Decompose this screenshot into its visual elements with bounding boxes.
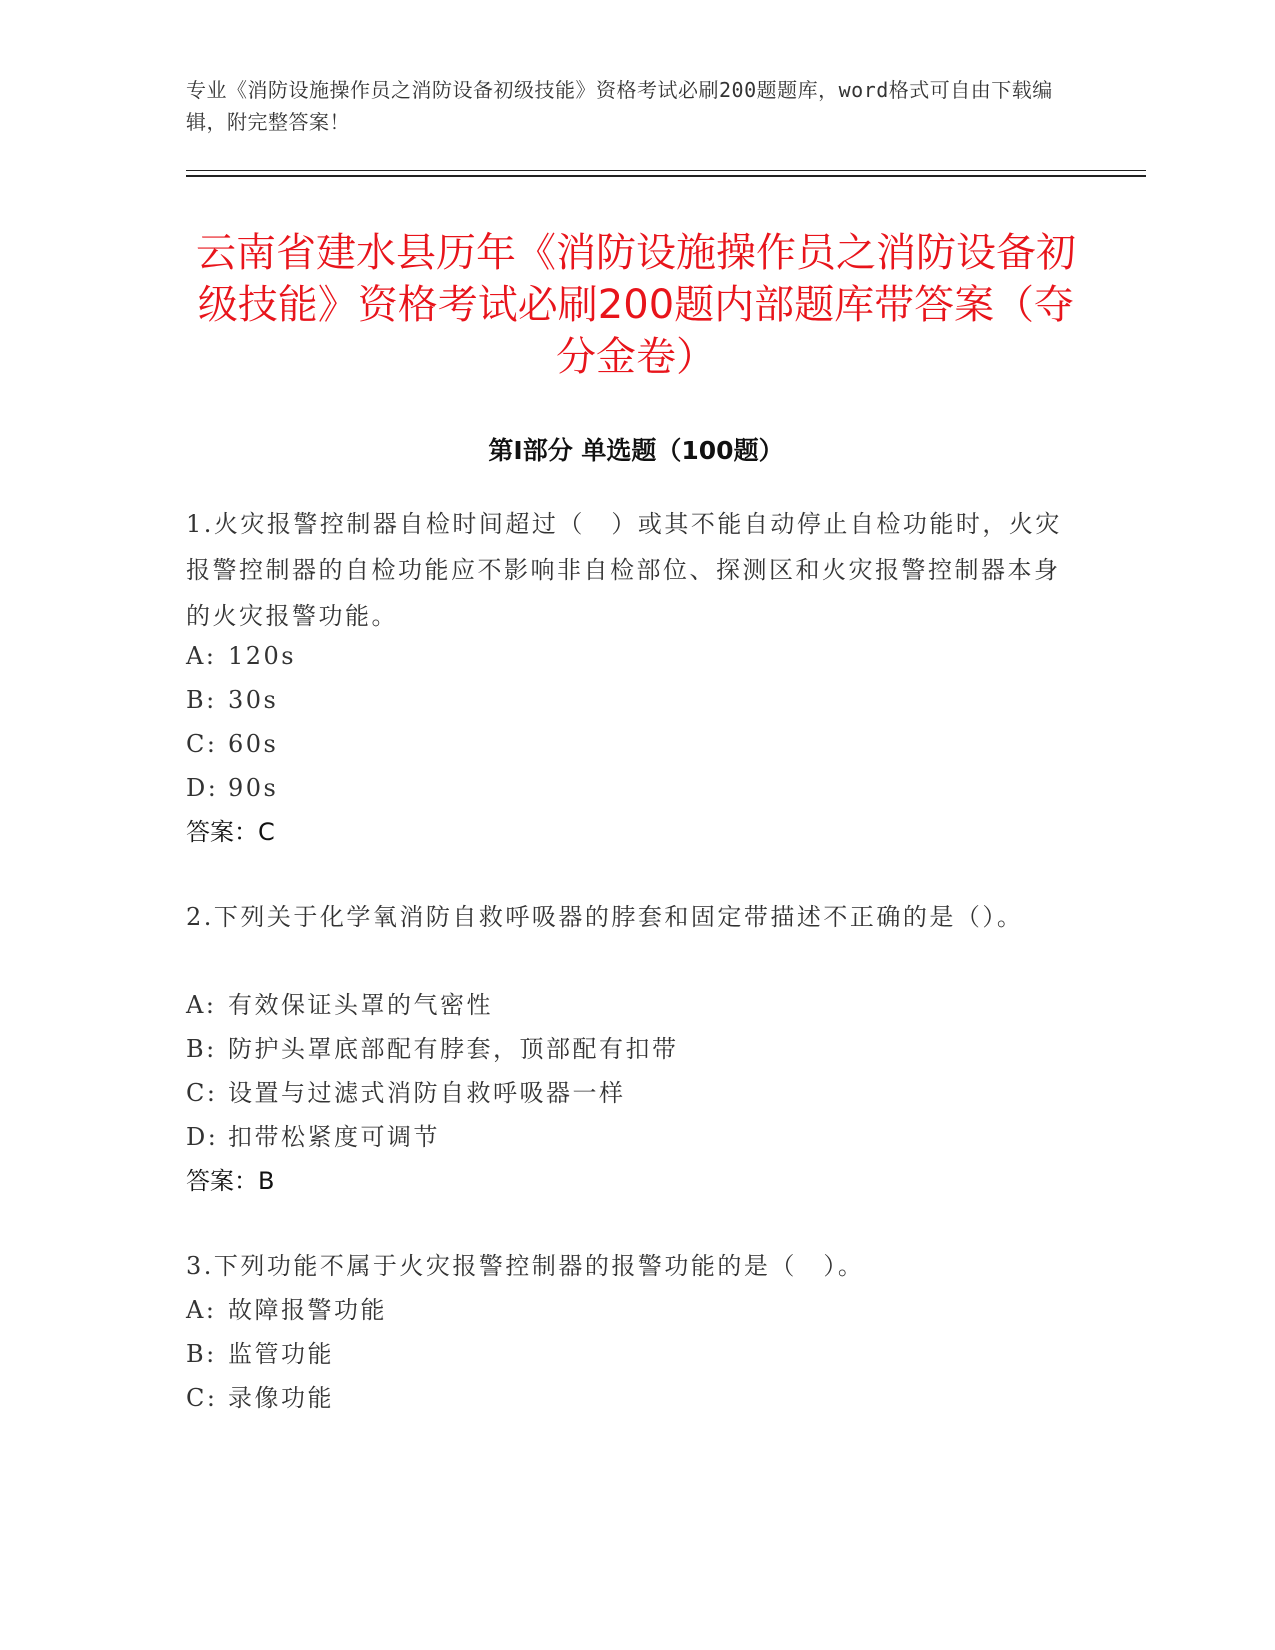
document-title: 云南省建水县历年《消防设施操作员之消防设备初级技能》资格考试必刷200题内部题库带答案（夺分金卷）: [196, 230, 1076, 380]
option-text: 90s: [228, 774, 279, 802]
question-option: [186, 721, 1066, 767]
question-option: [186, 765, 1066, 811]
option-text: 120s: [228, 642, 297, 670]
option-key: B:: [186, 686, 217, 714]
option-key: C:: [186, 730, 218, 758]
section-heading: 第Ⅰ部分 单选题（100题）: [488, 436, 784, 465]
question-answer: 答案：C: [186, 818, 275, 846]
option-text: 60s: [228, 730, 279, 758]
option-key: B:: [186, 1340, 217, 1368]
option-text: 故障报警功能: [228, 1296, 387, 1324]
question-stem: 3.下列功能不属于火灾报警控制器的报警功能的是（ ）。: [186, 1252, 865, 1280]
question-option: [186, 1287, 1066, 1333]
option-text: 录像功能: [228, 1384, 334, 1412]
option-key: C:: [186, 1384, 218, 1412]
option-key: C:: [186, 1079, 218, 1107]
option-key: B:: [186, 1035, 217, 1063]
option-key: A:: [186, 642, 217, 670]
header-divider-bottom: [186, 175, 1146, 177]
question-option: [186, 1026, 1066, 1072]
option-text: 有效保证头罩的气密性: [228, 991, 493, 1019]
question-option: [186, 1114, 1066, 1160]
option-key: D:: [186, 774, 219, 802]
question-option: [186, 1375, 1066, 1421]
question-answer: 答案：B: [186, 1167, 275, 1195]
header-note: 专业《消防设施操作员之消防设备初级技能》资格考试必刷200题题库，word格式可自由下载编辑，附完整答案！: [186, 78, 1053, 134]
header-divider-top: [186, 170, 1146, 171]
option-key: A:: [186, 1296, 217, 1324]
question-option: [186, 677, 1066, 723]
question-stem: 1.火灾报警控制器自检时间超过（ ）或其不能自动停止自检功能时，火灾报警控制器的自检功能应不影响非自检部位、探测区和火灾报警控制器本身的火灾报警功能。: [186, 510, 1062, 630]
option-text: 监管功能: [228, 1340, 334, 1368]
question-option: [186, 633, 1066, 679]
question-option: [186, 1331, 1066, 1377]
option-text: 30s: [228, 686, 279, 714]
option-key: A:: [186, 991, 217, 1019]
question-option: [186, 1070, 1066, 1116]
question-stem: 2.下列关于化学氧消防自救呼吸器的脖套和固定带描述不正确的是（）。: [186, 903, 1024, 931]
option-text: 防护头罩底部配有脖套，顶部配有扣带: [228, 1035, 679, 1063]
option-key: D:: [186, 1123, 219, 1151]
question-option: [186, 982, 1066, 1028]
option-text: 设置与过滤式消防自救呼吸器一样: [228, 1079, 626, 1107]
option-text: 扣带松紧度可调节: [228, 1123, 440, 1151]
